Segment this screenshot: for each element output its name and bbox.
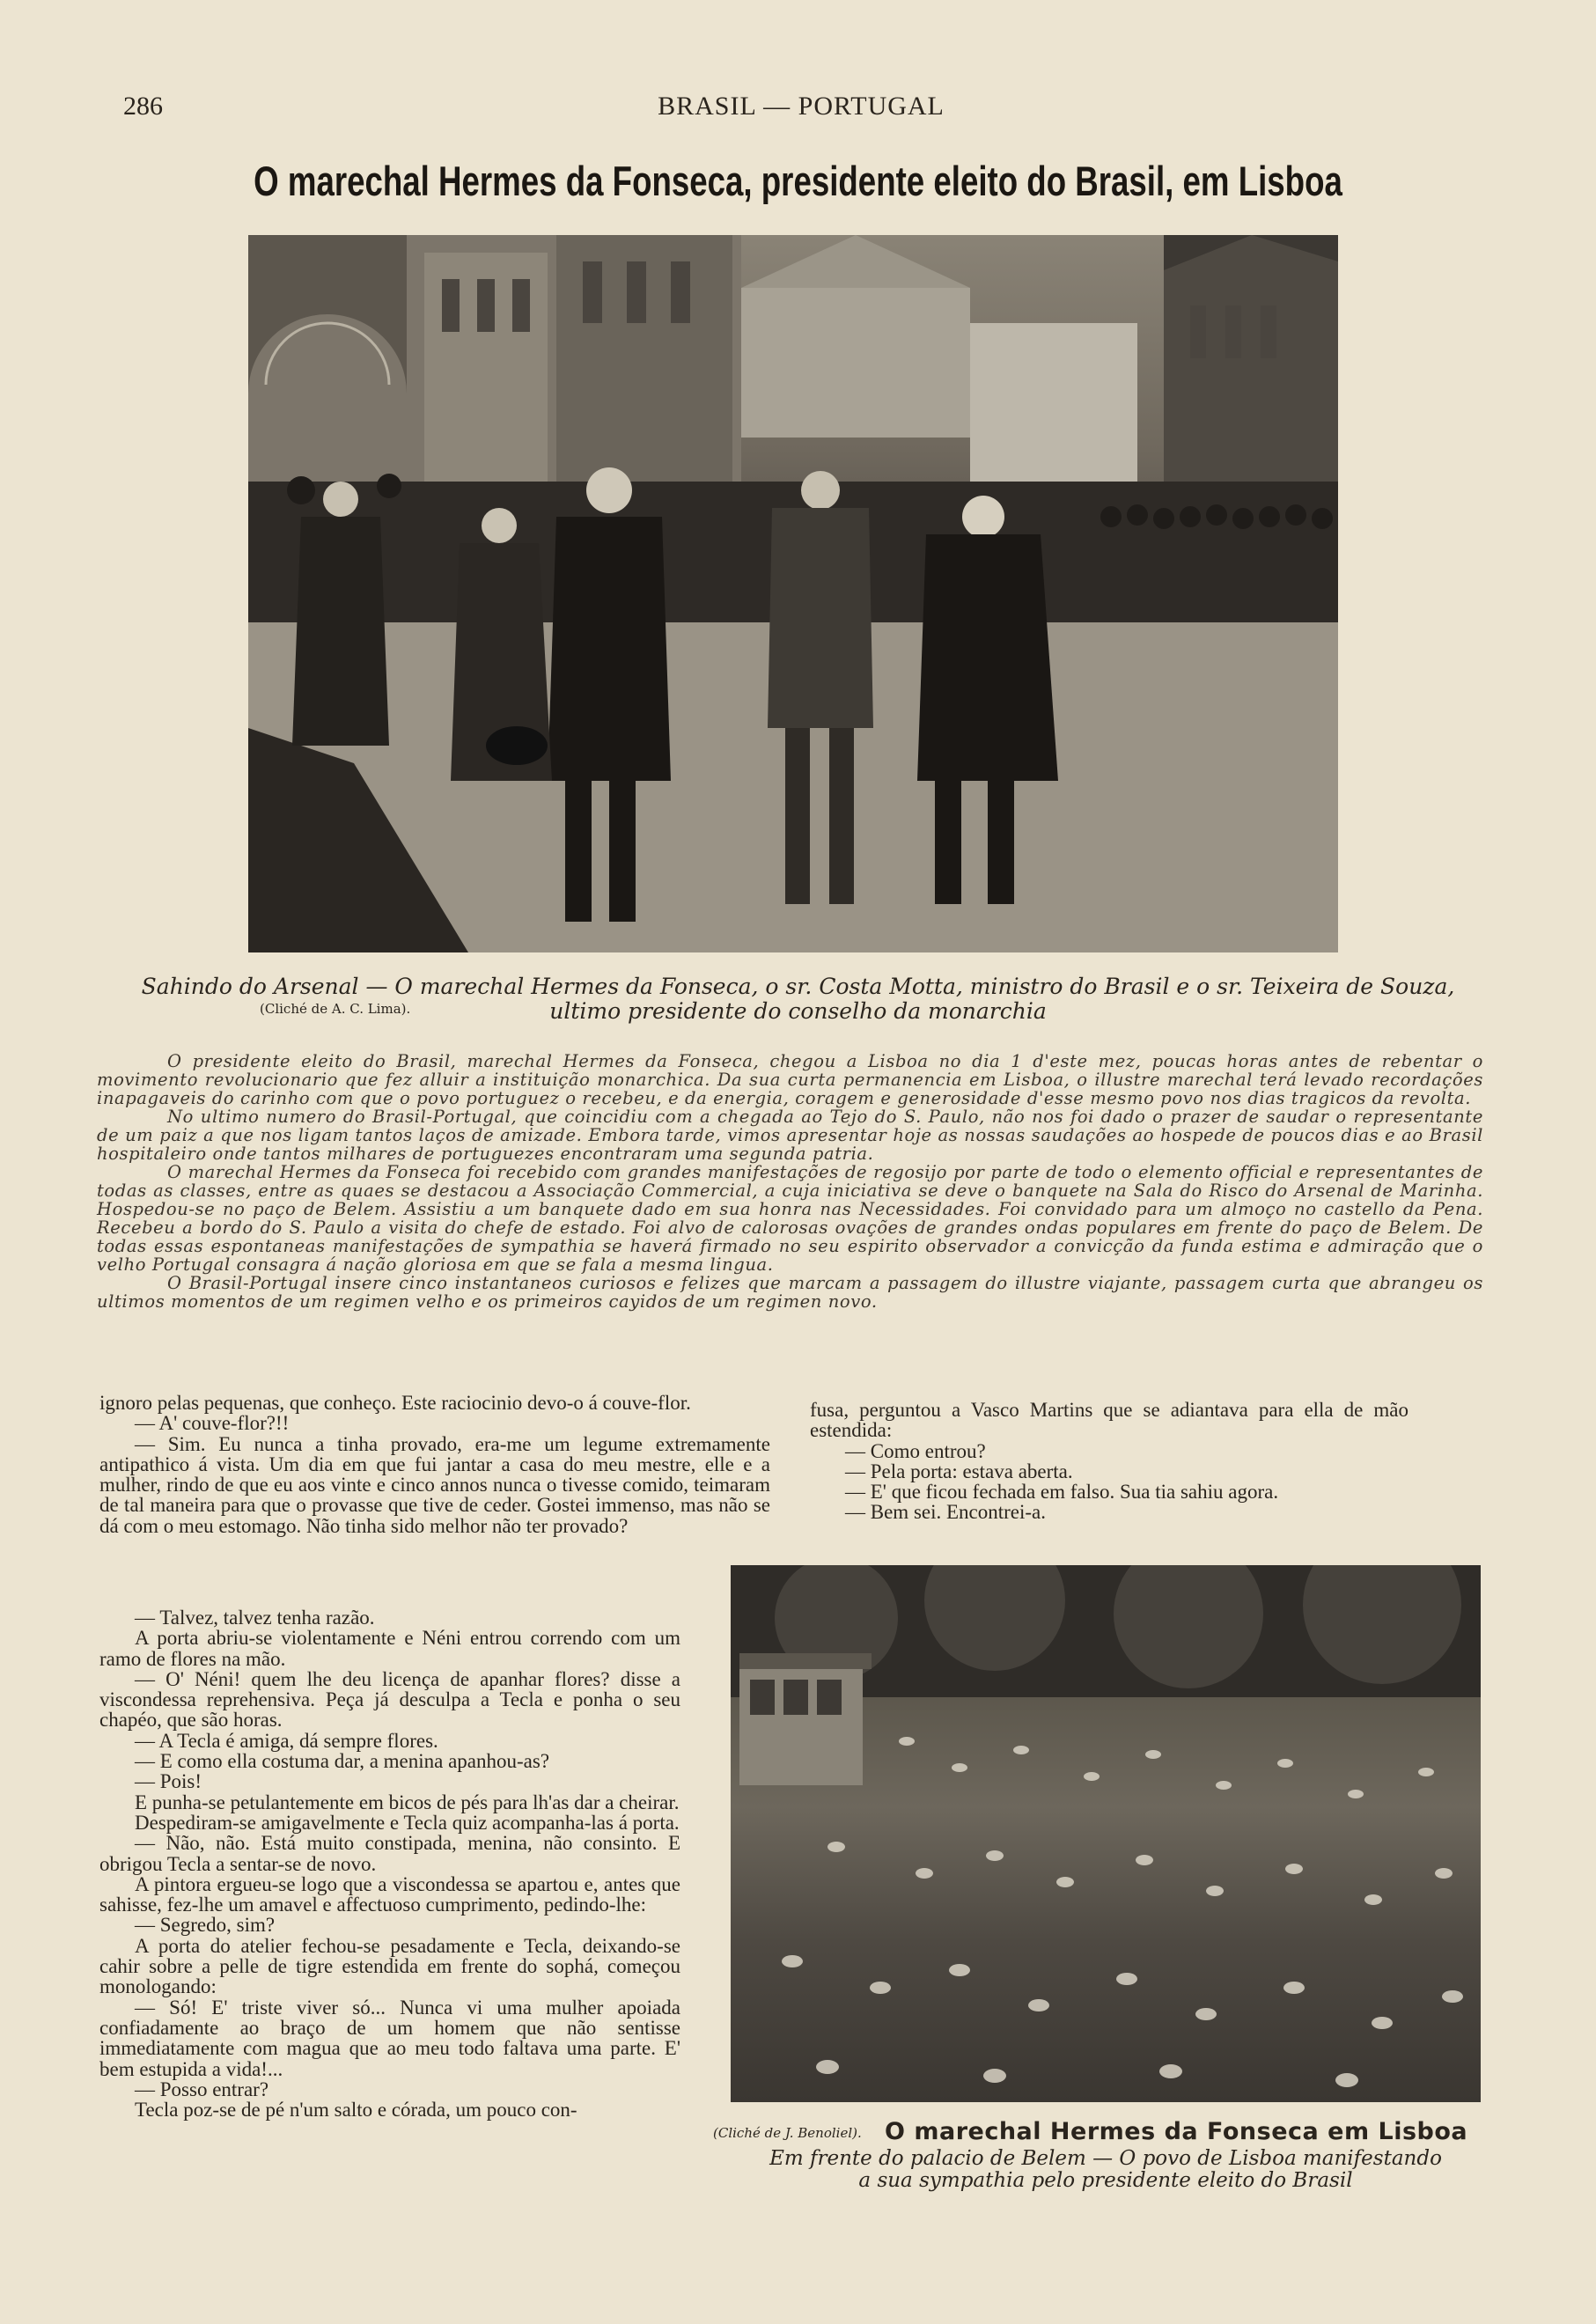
intro-paragraph: O Brasil-Portugal insere cinco instantaneos curiosos e felizes que marcam a passagem do illustre viajante, passagem curta que abrangeu os ultimos momentos de um regimen velho e os primeiros cayidos de um regimen novo. — [97, 1273, 1483, 1312]
story-line: ignoro pelas pequenas, que conheço. Este raciocinio devo-o á couve-flor. — [99, 1392, 691, 1414]
story-line: fusa, perguntou a Vasco Martins que se adiantava para ella de mão estendida: — [810, 1399, 1408, 1442]
story-line: — Sim. Eu nunca a tinha provado, era-me um legume extremamente antipathico á vista. Um dia em que fui jantar a casa do meu mestre, elle e a mulher, rindo de que eu aos vinte e cinco annos nunca o tivesse comido, teimaram de tal maneira para que o provasse que tive de ceder. Gostei immenso, mas não se dá com o meu estomago. Não tinha sido melhor não ter provado? — [99, 1432, 770, 1537]
photo-belem-caption-line: Em frente do palacio de Belem — O povo de Lisboa manifestando — [769, 2147, 1442, 2170]
photo-arsenal-credit: (Cliché de A. C. Lima). — [260, 1001, 411, 1017]
story-line: — Talvez, talvez tenha razão. — [135, 1607, 375, 1629]
article-headline: O marechal Hermes da Fonseca, presidente eleito do Brasil, em Lisboa — [254, 158, 1342, 204]
photo-arsenal-illustration — [248, 235, 1338, 952]
story-left-column-top — [99, 1393, 770, 1536]
photo-belem-illustration — [731, 1565, 1481, 2102]
story-line: A pintora ergueu-se logo que a viscondessa se apartou e, antes que sahisse, fez-lhe um amavel e affectuoso cumprimento, pedindo-lhe: — [99, 1872, 680, 1916]
story-line: — Posso entrar? — [135, 2078, 269, 2100]
story-left-column — [99, 1607, 680, 2120]
intro-paragraph: O marechal Hermes da Fonseca foi recebido com grandes manifestações de regosijo por parte de todo o elemento official e representantes de todas as classes, entre as quaes se destacou a Associação Commercial, a cuja iniciativa se deve o banquete na Sala do Risco do Arsenal de Marinha. Hospedou-se no paço de Belem. Assistiu a um banquete dado em sua honra nas Necessidades. Foi convidado para um almoço no castello da Pena. Recebeu a bordo do S. Paulo a visita do chefe de estado. Foi alvo de calorosas ovações de grandes ondas populares em frente do paço de Belem. De todas essas espontaneas manifestações de sympathia se haverá firmado no seu espirito observador a convicção da funda estima e admiração que o velho Portugal consagra á nação gloriosa em que se fala a mesma lingua. — [97, 1162, 1483, 1275]
photo-arsenal-caption: Sahindo do Arsenal — O marechal Hermes da Fonseca, o sr. Costa Motta, ministro do Brasil e o sr. Teixeira de Souza, — [141, 974, 1455, 999]
story-right-column — [810, 1400, 1408, 1523]
story-line: — E' que ficou fechada em falso. Sua tia sahiu agora. — [845, 1481, 1279, 1504]
photo-belem-credit: (Cliché de J. Benoliel). — [713, 2125, 862, 2141]
story-line: Despediram-se amigavelmente e Tecla quiz acompanha-las á porta. — [135, 1811, 680, 1834]
story-line: — Pela porta: estava aberta. — [845, 1460, 1073, 1482]
story-line: — A' couve-flor?!! — [135, 1412, 290, 1435]
story-line: A porta abriu-se violentamente e Néni entrou correndo com um ramo de flores na mão. — [99, 1627, 680, 1670]
story-line: — Só! E' triste viver só... Nunca vi uma mulher apoiada confiadamente ao braço de um homem que não sentisse immediatamente com magua que ao meu todo faltava uma parte. E' bem estupida a vida!... — [99, 1996, 680, 2080]
story-line: — Como entrou? — [845, 1439, 986, 1462]
story-line: — Não, não. Está muito constipada, menina, não consinto. E obrigou Tecla a sentar-se de novo. — [99, 1832, 680, 1875]
photo-belem-title: O marechal Hermes da Fonseca em Lisboa — [885, 2118, 1468, 2145]
story-line: — Pois! — [135, 1770, 202, 1793]
story-line: Tecla poz-se de pé n'um salto e córada, um pouco con- — [135, 2099, 577, 2122]
photo-belem-crowd — [731, 1565, 1481, 2102]
story-line: — A Tecla é amiga, dá sempre flores. — [135, 1729, 438, 1752]
photo-belem-caption-line: a sua sympathia pelo presidente eleito do Brasil — [858, 2169, 1353, 2192]
intro-text — [97, 1052, 1483, 1311]
story-line: — Bem sei. Encontrei-a. — [845, 1501, 1047, 1524]
story-line: A porta do atelier fechou-se pesadamente e Tecla, deixando-se cahir sobre a pelle de tigre estendida em frente do sophá, começou monologando: — [99, 1934, 680, 1998]
story-line: — Segredo, sim? — [135, 1914, 276, 1937]
photo-arsenal — [248, 235, 1338, 952]
story-line: — O' Néni! quem lhe deu licença de apanhar flores? disse a viscondessa reprehensiva. Peça já desculpa a Tecla e ponha o seu chapéo, que são horas. — [99, 1667, 680, 1732]
story-line: — E como ella costuma dar, a menina apanhou-as? — [135, 1750, 550, 1773]
photo-arsenal-caption-line2: ultimo presidente do conselho da monarchia — [549, 998, 1047, 1024]
photo-belem-caption — [731, 2148, 1481, 2192]
story-line: E punha-se petulantemente em bicos de pés para lh'as dar a cheirar. — [135, 1791, 680, 1813]
running-head: BRASIL — PORTUGAL — [658, 92, 945, 121]
page-number: 286 — [123, 92, 163, 121]
intro-paragraph: No ultimo numero do Brasil-Portugal, que coincidiu com a chegada ao Tejo do S. Paulo, não nos foi dado o prazer de saudar o representante de um paiz a que nos ligam tantos laços de amizade. Embora tarde, vimos apresentar hoje as nossas saudações ao hospede de poucos dias e ao Brasil hospitaleiro onde tantos milhares de portuguezes encontraram uma segunda patria. — [97, 1107, 1483, 1164]
intro-paragraph: O presidente eleito do Brasil, marechal Hermes da Fonseca, chegou a Lisboa no dia 1 d'este mez, poucas horas antes de rebentar o movimento revolucionario que fez alluir a instituição monarchica. Da sua curta permanencia em Lisboa, o illustre marechal terá levado recordações inapagaveis do carinho com que o povo portuguez o recebeu, e da energia, coragem e generosidade d'esse mesmo povo nos dias tragicos da revolta. — [97, 1051, 1483, 1108]
page-header — [123, 92, 1479, 130]
